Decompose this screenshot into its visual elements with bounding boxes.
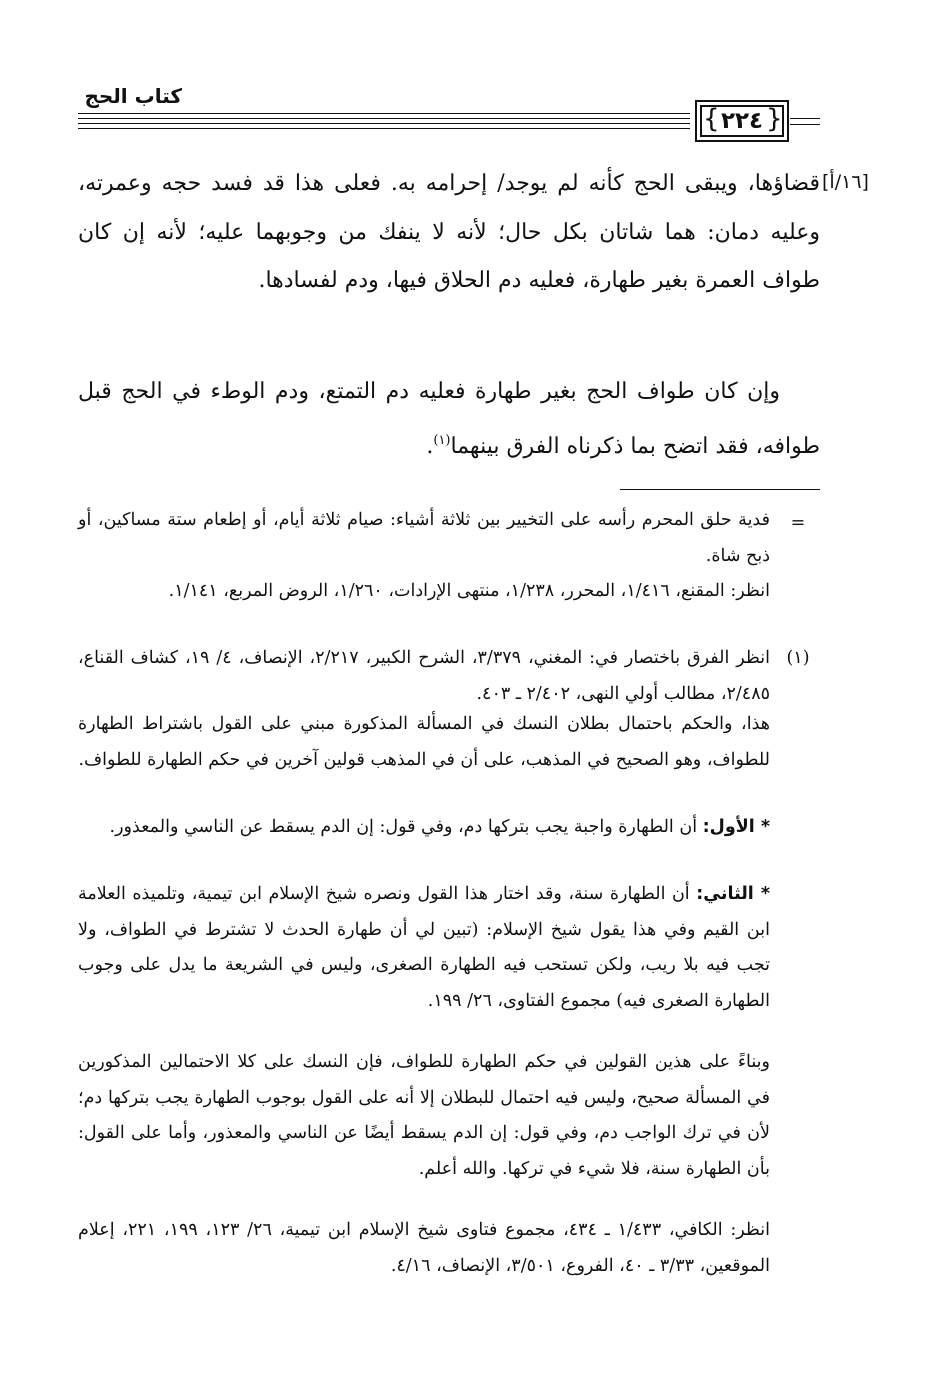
footnote-ref-1[interactable]: (١) <box>433 432 451 448</box>
footnote-separator <box>620 489 820 490</box>
main-paragraph-2-end: . <box>426 433 434 459</box>
second-opinion-label: * الثاني: <box>696 884 770 904</box>
footnote-1-refs: انظر الفرق باختصار في: المغني، ٣/٣٧٩، الشرح الكبير، ٢/٢١٧، الإنصاف، ٤/ ١٩، كشاف القناع، ٢/٤٨٥، مطالب أولي النهى، ٢/٤٠٢ ـ ٤٠٣. <box>78 648 770 704</box>
main-paragraph-2-text: وإن كان طواف الحج بغير طهارة فعليه دم التمتع، ودم الوطء في الحج قبل طوافه، فقد اتضح بما ذكرناه الفرق بينهما <box>78 379 820 459</box>
footnote-1-first-opinion <box>78 810 770 846</box>
footnote-1-intro: هذا، والحكم باحتمال بطلان النسك في المسألة المذكورة مبني على القول باشتراط الطهارة للطواف، وهو الصحيح في المذهب، على أن في المذهب قولين آخرين في حكم الطهارة للطواف. <box>78 714 770 770</box>
page-number: ٢٢٤ <box>720 108 764 134</box>
header-rule <box>78 123 690 124</box>
first-opinion-label: * الأول: <box>702 817 770 837</box>
header-rule <box>78 128 690 129</box>
header-rule <box>78 118 690 119</box>
header-rule-short <box>790 124 820 125</box>
first-opinion-text: أن الطهارة واجبة يجب بتركها دم، وفي قول: إن الدم يسقط عن الناسي والمعذور. <box>109 817 698 837</box>
ornament-brace-left-icon: { <box>703 104 720 134</box>
footnote-continued-text: فدية حلق المحرم رأسه على التخيير بين ثلاثة أشياء: صيام ثلاثة أيام، أو إطعام ستة مساكين، أو ذبح شاة. <box>78 510 770 566</box>
footnote-continued-refs: انظر: المقنع، ١/٤١٦، المحرر، ١/٢٣٨، منتهى الإرادات، ١/٢٦٠، الروض المربع، ١/١٤١. <box>168 581 770 601</box>
footnote-continuation-mark: = <box>790 513 806 533</box>
header-rule-short <box>790 118 820 119</box>
main-paragraph-2 <box>78 368 820 471</box>
header-rule <box>78 113 690 114</box>
running-header-title: كتاب الحج <box>84 84 182 108</box>
footnote-1-conclusion: وبناءً على هذين القولين في حكم الطهارة للطواف، فإن النسك على كلا الاحتمالين المذكورين في المسألة صحيح، وليس فيه احتمال للبطلان إلا أنه على القول بوجوب الطهارة يجب بتركها دم؛ لأن في ترك الواجب دم، وفي قول: إن الدم يسقط أيضًا عن الناسي والمعذور، وأما على القول: بأن الطهارة سنة، فلا شيء في تركها. والله أعلم. <box>78 1052 770 1179</box>
second-opinion-text: أن الطهارة سنة، وقد اختار هذا القول ونصره شيخ الإسلام ابن تيمية، وتلميذه العلامة ابن القيم وفي هذا يقول شيخ الإسلام: (تبين لي أن طهارة الحدث لا تشترط في الطواف، ولا تجب فيه بلا ريب، ولكن تستحب فيه الطهارة الصغرى، وليس في الشريعة ما يدل على وجوب الطهارة الصغرى فيه) مجموع الفتاوى، ٢٦/ ١٩٩. <box>78 884 770 1011</box>
footnote-1-second-opinion <box>78 877 770 1019</box>
footnote-1-final-refs: انظر: الكافي، ١/٤٣٣ ـ ٤٣٤، مجموع فتاوى شيخ الإسلام ابن تيمية، ٢٦/ ١٢٣، ١٩٩، ٢٢١، إعلام الموقعين، ٣/٣٣ ـ ٤٠، الفروع، ٣/٥٠١، الإنصاف، ٤/١٦. <box>78 1220 771 1276</box>
footnote-1-mark: (١) <box>786 648 810 668</box>
manuscript-folio-ref: [١٦/أ] <box>822 171 869 193</box>
main-paragraph-1: قضاؤها، ويبقى الحج كأنه لم يوجد/ إحرامه به. فعلى هذا قد فسد حجه وعمرته، وعليه دمان: هما شاتان بكل حال؛ لأنه لا ينفك من وجوبهما عليه؛ لأنه إن كان طواف العمرة بغير طهارة، فعليه دم الحلاق فيها، ودم لفسادها. <box>78 171 820 294</box>
ornament-brace-right-icon: } <box>766 104 783 134</box>
